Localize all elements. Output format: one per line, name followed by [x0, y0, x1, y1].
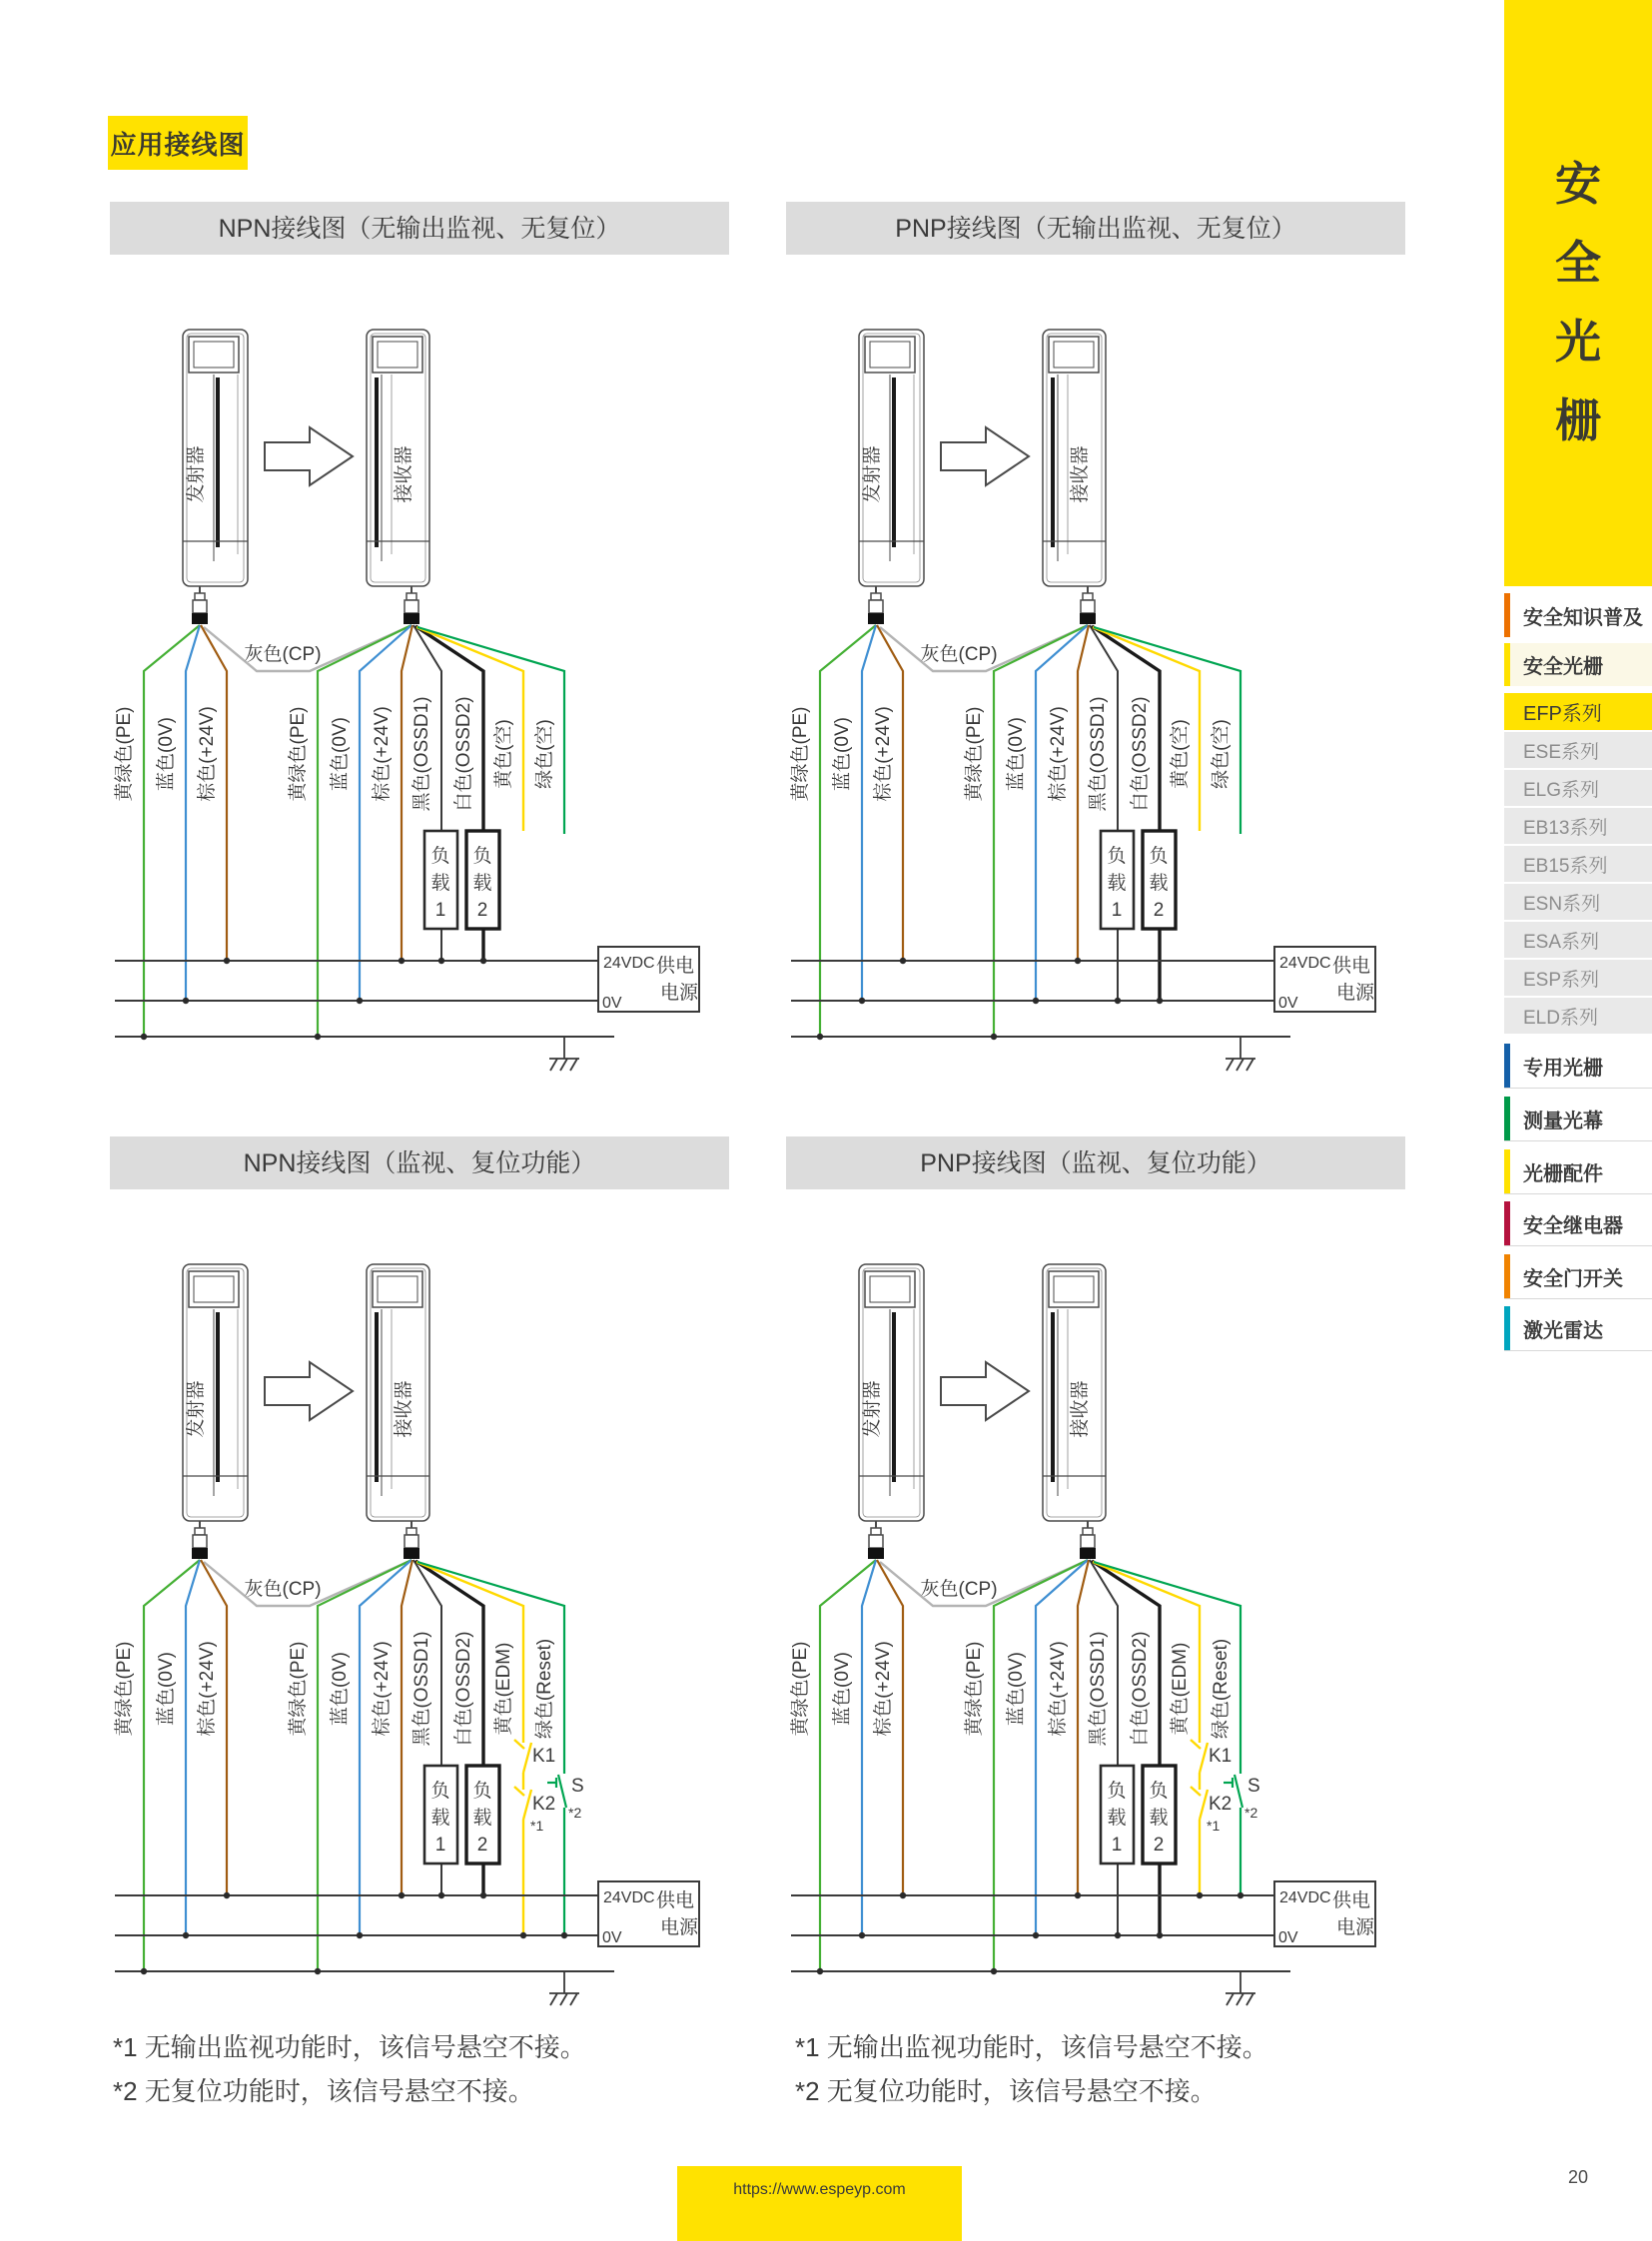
svg-text:棕色(+24V): 棕色(+24V) — [372, 706, 393, 802]
svg-text:棕色(+24V): 棕色(+24V) — [197, 1641, 218, 1737]
yellow-bar — [1504, 1149, 1510, 1193]
svg-text:1: 1 — [1111, 900, 1123, 921]
svg-text:蓝色(0V): 蓝色(0V) — [832, 1652, 853, 1726]
svg-text:2: 2 — [1153, 900, 1165, 921]
sidebar-item-measuring-light-curtain[interactable]: 测量光幕 — [1504, 1097, 1652, 1141]
svg-text:黄绿色(PE): 黄绿色(PE) — [790, 706, 811, 802]
diagram-pnp-basic — [781, 195, 1420, 1079]
sidebar-item-esa-series[interactable]: ESA系列 — [1504, 922, 1652, 958]
footnotes-left — [113, 2025, 586, 2113]
svg-text:负: 负 — [472, 1781, 492, 1802]
footnotes-right — [795, 2025, 1268, 2113]
svg-text:黄色(EDM): 黄色(EDM) — [1170, 1642, 1191, 1736]
svg-text:棕色(+24V): 棕色(+24V) — [1048, 706, 1069, 802]
diagram-title: PNP接线图（监视、复位功能） — [920, 1149, 1271, 1177]
cp-wire-label: 灰色(CP) — [920, 1579, 998, 1600]
svg-text:载: 载 — [1107, 873, 1127, 894]
wires — [144, 1560, 564, 1971]
svg-text:绿色(Reset): 绿色(Reset) — [1211, 1638, 1232, 1740]
svg-text:绿色(空): 绿色(空) — [534, 719, 555, 789]
page-number: 20 — [1568, 2167, 1589, 2187]
sidebar-item-ese-series[interactable]: ESE系列 — [1504, 732, 1652, 768]
teal-bar — [1504, 1306, 1510, 1350]
svg-text:负: 负 — [1149, 1781, 1169, 1802]
svg-text:黄色(空): 黄色(空) — [1170, 719, 1191, 789]
sidebar-category-band: 安 全 光 栅 — [1504, 0, 1652, 586]
bus-lines — [115, 958, 614, 1040]
page-section-badge: 应用接线图 — [108, 116, 248, 170]
blue-bar — [1504, 1044, 1510, 1088]
wires — [820, 625, 1240, 1037]
wires — [144, 625, 564, 1037]
svg-text:蓝色(0V): 蓝色(0V) — [330, 1652, 351, 1726]
svg-text:1: 1 — [434, 1835, 446, 1856]
footnote-1: *1 无输出监视功能时，该信号悬空不接。 — [795, 2032, 1268, 2062]
svg-text:黄绿色(PE): 黄绿色(PE) — [790, 1641, 811, 1737]
svg-text:载: 载 — [430, 873, 450, 894]
wire-labels — [789, 696, 1232, 811]
svg-text:载: 载 — [472, 1808, 492, 1829]
sidebar-item-elg-series[interactable]: ELG系列 — [1504, 770, 1652, 806]
green-bar — [1504, 1097, 1510, 1140]
sidebar-item-light-curtain-accessories[interactable]: 光栅配件 — [1504, 1149, 1652, 1194]
sidebar-item-eld-series[interactable]: ELD系列 — [1504, 998, 1652, 1034]
svg-text:S: S — [571, 1776, 584, 1797]
sidebar-item-esn-series[interactable]: ESN系列 — [1504, 884, 1652, 920]
svg-text:棕色(+24V): 棕色(+24V) — [197, 706, 218, 802]
svg-text:*1: *1 — [530, 1818, 544, 1834]
wires — [820, 1560, 1240, 1971]
bus-lines — [115, 1892, 614, 1974]
load-boxes — [424, 1766, 499, 1864]
sidebar-item-special-light-curtain[interactable]: 专用光栅 — [1504, 1044, 1652, 1089]
svg-text:黄绿色(PE): 黄绿色(PE) — [288, 1641, 309, 1737]
svg-text:负: 负 — [1107, 1781, 1127, 1802]
svg-text:棕色(+24V): 棕色(+24V) — [1048, 1641, 1069, 1737]
svg-text:白色(OSSD2): 白色(OSSD2) — [453, 696, 474, 812]
sidebar-item-esp-series[interactable]: ESP系列 — [1504, 960, 1652, 996]
svg-text:黑色(OSSD1): 黑色(OSSD1) — [412, 696, 432, 812]
svg-text:K2: K2 — [532, 1794, 556, 1815]
svg-text:*1: *1 — [1207, 1818, 1221, 1834]
svg-text:黄色(EDM): 黄色(EDM) — [493, 1642, 514, 1736]
yellow-bar — [1504, 643, 1510, 686]
orange-bar — [1504, 1254, 1510, 1298]
switch-labels — [530, 1746, 584, 1834]
svg-text:黄绿色(PE): 黄绿色(PE) — [114, 706, 135, 802]
svg-text:载: 载 — [472, 873, 492, 894]
svg-text:棕色(+24V): 棕色(+24V) — [873, 706, 894, 802]
load-boxes — [1101, 1766, 1176, 1864]
svg-text:K2: K2 — [1209, 1794, 1233, 1815]
sidebar-item-safety-knowledge[interactable]: 安全知识普及 — [1504, 593, 1652, 637]
svg-text:*2: *2 — [1244, 1805, 1258, 1821]
sidebar-item-efp-series-active[interactable]: EFP系列 — [1504, 693, 1652, 730]
footnote-1: *1 无输出监视功能时，该信号悬空不接。 — [113, 2032, 586, 2062]
svg-text:棕色(+24V): 棕色(+24V) — [873, 1641, 894, 1737]
crimson-bar — [1504, 1201, 1510, 1245]
diagram-npn-basic — [105, 195, 744, 1079]
footer-url-badge[interactable]: https://www.espeyp.com — [677, 2166, 962, 2241]
svg-text:载: 载 — [430, 1808, 450, 1829]
cp-wire-label: 灰色(CP) — [244, 1579, 322, 1600]
svg-text:1: 1 — [1111, 1835, 1123, 1856]
diagram-title: PNP接线图（无输出监视、无复位） — [895, 215, 1296, 243]
svg-text:黑色(OSSD1): 黑色(OSSD1) — [1088, 1631, 1109, 1747]
svg-text:2: 2 — [1153, 1835, 1165, 1856]
svg-text:棕色(+24V): 棕色(+24V) — [372, 1641, 393, 1737]
wire-labels — [113, 1631, 555, 1746]
sidebar-item-safety-light-curtain[interactable]: 安全光栅 — [1504, 643, 1652, 686]
svg-text:绿色(空): 绿色(空) — [1211, 719, 1232, 789]
svg-text:蓝色(0V): 蓝色(0V) — [832, 717, 853, 791]
svg-text:1: 1 — [434, 900, 446, 921]
svg-text:2: 2 — [476, 1835, 488, 1856]
svg-text:白色(OSSD2): 白色(OSSD2) — [453, 1631, 474, 1747]
svg-text:蓝色(0V): 蓝色(0V) — [330, 717, 351, 791]
svg-text:2: 2 — [476, 900, 488, 921]
svg-text:蓝色(0V): 蓝色(0V) — [156, 717, 177, 791]
svg-text:负: 负 — [430, 1781, 450, 1802]
svg-text:绿色(Reset): 绿色(Reset) — [534, 1638, 555, 1740]
svg-text:蓝色(0V): 蓝色(0V) — [156, 1652, 177, 1726]
svg-text:载: 载 — [1107, 1808, 1127, 1829]
wire-labels — [113, 696, 555, 811]
svg-text:载: 载 — [1149, 1808, 1169, 1829]
svg-text:蓝色(0V): 蓝色(0V) — [1006, 717, 1027, 791]
diagram-npn-monitored — [105, 1129, 744, 2013]
sidebar-item-laser-radar[interactable]: 激光雷达 — [1504, 1306, 1652, 1351]
svg-text:蓝色(0V): 蓝色(0V) — [1006, 1652, 1027, 1726]
svg-text:黑色(OSSD1): 黑色(OSSD1) — [1088, 696, 1109, 812]
diagram-pnp-monitored — [781, 1129, 1420, 2013]
svg-text:负: 负 — [1107, 846, 1127, 867]
sidebar-item-safety-door-switch[interactable]: 安全门开关 — [1504, 1254, 1652, 1299]
orange-bar — [1504, 593, 1510, 637]
svg-text:S: S — [1247, 1776, 1260, 1797]
svg-text:黄绿色(PE): 黄绿色(PE) — [114, 1641, 135, 1737]
svg-text:黄绿色(PE): 黄绿色(PE) — [288, 706, 309, 802]
cp-wire-label: 灰色(CP) — [920, 644, 998, 665]
svg-text:白色(OSSD2): 白色(OSSD2) — [1130, 696, 1151, 812]
sidebar-item-eb13-series[interactable]: EB13系列 — [1504, 808, 1652, 844]
sidebar-item-safety-relay[interactable]: 安全继电器 — [1504, 1201, 1652, 1246]
svg-text:黄绿色(PE): 黄绿色(PE) — [964, 1641, 985, 1737]
svg-text:K1: K1 — [1209, 1746, 1233, 1767]
svg-text:K1: K1 — [532, 1746, 556, 1767]
bus-lines — [791, 1892, 1290, 1974]
sidebar-item-eb15-series[interactable]: EB15系列 — [1504, 846, 1652, 882]
footnote-2: *2 无复位功能时，该信号悬空不接。 — [795, 2076, 1217, 2106]
load-boxes — [1101, 831, 1176, 929]
svg-text:黑色(OSSD1): 黑色(OSSD1) — [412, 1631, 432, 1747]
footnote-2: *2 无复位功能时，该信号悬空不接。 — [113, 2076, 534, 2106]
switch-labels — [1207, 1746, 1260, 1834]
svg-text:白色(OSSD2): 白色(OSSD2) — [1130, 1631, 1151, 1747]
wire-labels — [789, 1631, 1232, 1746]
svg-text:黄色(空): 黄色(空) — [493, 719, 514, 789]
diagram-title: NPN接线图（无输出监视、无复位） — [218, 215, 621, 243]
svg-text:*2: *2 — [568, 1805, 582, 1821]
svg-text:负: 负 — [1149, 846, 1169, 867]
svg-text:黄绿色(PE): 黄绿色(PE) — [964, 706, 985, 802]
svg-text:负: 负 — [472, 846, 492, 867]
bus-lines — [791, 958, 1290, 1040]
cp-wire-label: 灰色(CP) — [244, 644, 322, 665]
svg-text:负: 负 — [430, 846, 450, 867]
svg-text:载: 载 — [1149, 873, 1169, 894]
diagram-title: NPN接线图（监视、复位功能） — [243, 1149, 596, 1177]
load-boxes — [424, 831, 499, 929]
